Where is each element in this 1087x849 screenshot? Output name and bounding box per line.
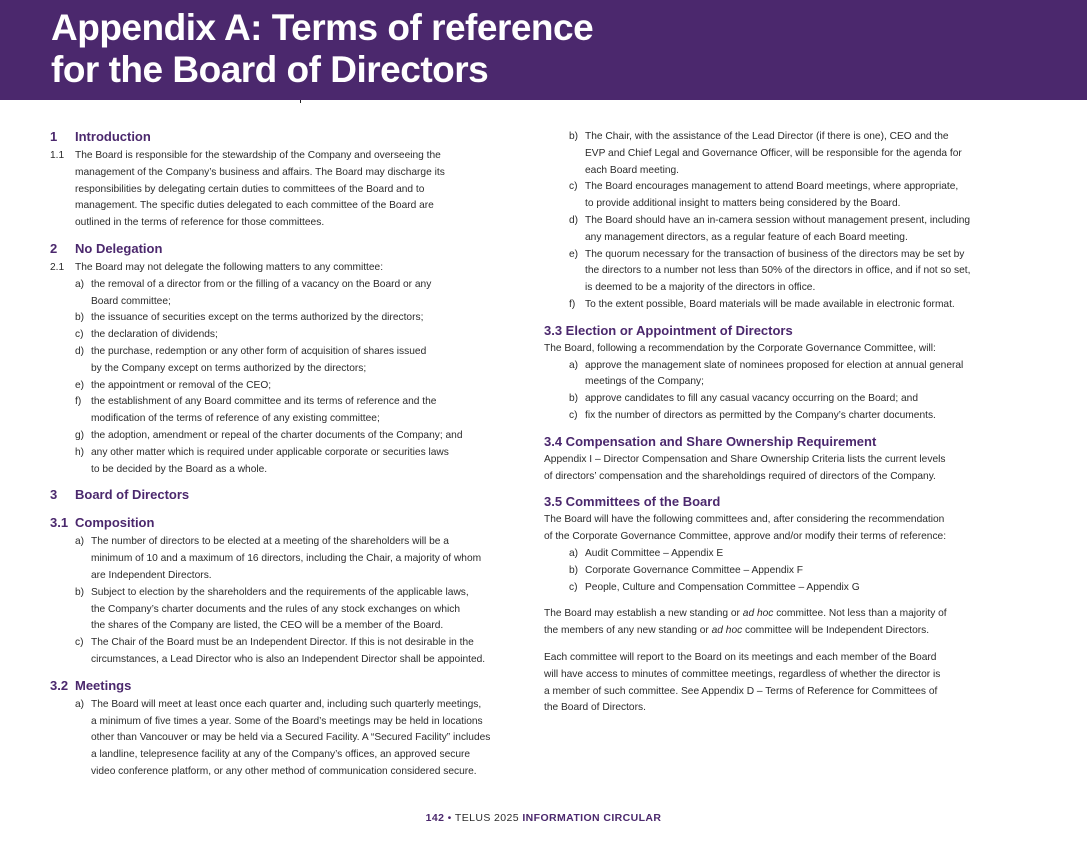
list-marker: c): [569, 581, 578, 593]
list-marker: c): [569, 409, 578, 421]
text-line: modification of the terms of reference of any existing committee;: [91, 413, 380, 425]
section-number: 3.1: [50, 515, 69, 531]
text-line: fix the number of directors as permitted by the Company’s charter documents.: [585, 409, 936, 421]
section-heading-no-delegation: [50, 240, 520, 258]
list-marker: g): [75, 429, 85, 441]
text-line: approve candidates to fill any casual vacancy occurring on the Board; and: [585, 393, 918, 405]
text-line: Appendix I – Director Compensation and Share Ownership Criteria lists the current levels: [544, 453, 946, 465]
list-marker: a): [569, 547, 579, 559]
text-line: will have access to minutes of committee meetings, regardless of whether the director is: [544, 668, 941, 680]
text-line: the appointment or removal of the CEO;: [91, 379, 272, 391]
text-line: the Company’s charter documents and the rules of any stock exchanges on which: [91, 603, 461, 615]
list-marker: a): [75, 698, 85, 710]
text-line: any other matter which is required under applicable corporate or securities laws: [91, 446, 449, 458]
text-line: to be decided by the Board as a whole.: [91, 463, 268, 475]
paragraph-1-1: [50, 148, 520, 232]
list-item: [50, 327, 520, 344]
list-marker: e): [569, 248, 579, 260]
text-line: the removal of a director from or the filling of a vacancy on the Board or any: [91, 278, 432, 290]
text-line: the declaration of dividends;: [91, 329, 218, 341]
text-line: meetings of the Company;: [585, 376, 704, 388]
section-title: Composition: [75, 515, 155, 531]
list-item: [544, 213, 999, 247]
text-line: are Independent Directors.: [91, 569, 212, 581]
text-line: a minimum of five times a year. Some of the Board’s meetings may be held in locations: [91, 715, 483, 727]
left-column: [50, 128, 520, 781]
text-line: the establishment of any Board committee and its terms of reference and the: [91, 396, 437, 408]
list-item: [544, 297, 999, 314]
subsection-heading-election: 3.3 Election or Appointment of Directors: [544, 322, 793, 338]
page-number: 142: [425, 812, 445, 824]
list-marker: a): [569, 359, 579, 371]
text-line: The Chair, with the assistance of the Lead Director (if there is one), CEO and the: [585, 131, 949, 142]
page-title-line-1: Appendix A: Terms of reference: [51, 7, 594, 48]
section-heading-board-of-directors: [50, 486, 520, 504]
text-line: The Chair of the Board must be an Independent Director. If this is not desirable in the: [91, 637, 474, 649]
paragraph-text: The Board may not delegate the following matters to any committee:: [75, 261, 384, 273]
text-line: of the Corporate Governance Committee, approve and/or modify their terms of reference:: [544, 531, 947, 543]
text-line: outlined in the terms of reference for those committees.: [75, 217, 325, 229]
text-line: [544, 623, 999, 640]
list-marker: c): [569, 181, 578, 193]
list-marker: b): [75, 312, 85, 324]
section-heading-introduction: [50, 128, 520, 146]
text-line: any management directors, as a regular feature of each Board meeting.: [585, 231, 908, 243]
page-footer: [0, 812, 1087, 824]
text-line: To the extent possible, Board materials will be made available in electronic format.: [585, 298, 955, 310]
list-item: [50, 394, 520, 428]
footer-document-title: INFORMATION CIRCULAR: [522, 812, 662, 824]
text-line: The Board encourages management to attend Board meetings, where appropriate,: [585, 181, 959, 193]
list-marker: h): [75, 446, 85, 458]
list-marker: b): [569, 393, 579, 405]
text-run-italic: ad hoc: [742, 608, 774, 620]
section-number: 3.2: [50, 677, 69, 693]
list-item: [544, 546, 999, 563]
text-line: the shares of the Company are listed, the CEO will be a member of the Board.: [91, 620, 444, 632]
text-line: [544, 606, 999, 623]
section-title: Board of Directors: [75, 487, 190, 503]
text-line: People, Culture and Compensation Committee – Appendix G: [585, 581, 860, 593]
paragraph-number: 1.1: [50, 150, 65, 161]
text-line: approve the management slate of nominees proposed for election at annual general: [585, 359, 964, 371]
list-item: [50, 585, 520, 635]
list-item: [544, 358, 999, 392]
text-line: circumstances, a Lead Director who is also an Independent Director shall be appointed.: [91, 653, 486, 665]
section-number: 3: [50, 487, 58, 503]
section-title: Introduction: [75, 129, 151, 144]
text-line: the purchase, redemption or any other form of acquisition of shares issued: [91, 345, 427, 357]
subsection-heading-committees: 3.5 Committees of the Board: [544, 494, 721, 510]
paragraph-2-1: [50, 260, 520, 277]
list-marker: f): [569, 298, 576, 310]
list-marker: c): [75, 329, 84, 341]
text-run-italic: ad hoc: [711, 625, 743, 637]
list-item: [50, 428, 520, 445]
text-line: of directors’ compensation and the shareholdings required of directors of the Company.: [544, 470, 936, 482]
list-marker: e): [75, 379, 85, 391]
section-number: 2: [50, 240, 58, 256]
text-run: the members of any new standing or: [544, 625, 712, 637]
list-item: [544, 179, 999, 213]
text-line: the Board of Directors.: [544, 702, 646, 714]
text-line: EVP and Chief Legal and Governance Officer, will be responsible for the agenda for: [585, 147, 962, 159]
list-marker: d): [75, 345, 85, 357]
subsection-heading-meetings: [50, 677, 520, 695]
text-line: to provide additional insight to matters being considered by the Board.: [585, 198, 901, 210]
page-title: [51, 7, 593, 91]
text-line: by the Company except on terms authorized by the directors;: [91, 362, 367, 374]
list-marker: a): [75, 278, 85, 290]
text-run: The Board may establish a new standing or: [544, 608, 743, 620]
text-line: Board committee;: [91, 295, 171, 307]
list-item: [50, 344, 520, 378]
section-title: No Delegation: [75, 240, 163, 256]
text-line: The quorum necessary for the transaction of business of the directors may be set by: [585, 248, 965, 260]
text-line: Corporate Governance Committee – Appendix F: [585, 564, 804, 576]
list-marker: b): [569, 564, 579, 576]
list-item: [50, 378, 520, 395]
list-item: [50, 534, 520, 584]
list-item: [50, 635, 520, 669]
paragraph-text: The Board, following a recommendation by the Corporate Governance Committee, will:: [544, 342, 936, 354]
text-line: management of the Company’s business and affairs. The Board may discharge its: [75, 166, 445, 178]
text-run: committee will be Independent Directors.: [742, 625, 930, 637]
text-line: The Board will have the following committees and, after considering the recommendation: [544, 514, 945, 526]
list-item: [544, 580, 999, 597]
right-column: [544, 129, 999, 717]
text-line: video conference platform, or any other method of communication considered secure.: [91, 765, 477, 777]
subsection-heading-compensation: 3.4 Compensation and Share Ownership Requirement: [544, 433, 877, 449]
text-line: Each committee will report to the Board on its meetings and each member of the Board: [544, 651, 937, 663]
list-item: [544, 563, 999, 580]
subsection-heading-composition: [50, 514, 520, 532]
list-item: [544, 408, 999, 425]
list-item: [50, 697, 520, 781]
text-line: the adoption, amendment or repeal of the charter documents of the Company; and: [91, 429, 463, 441]
section-number: 1: [50, 129, 58, 144]
text-line: other than Vancouver or may be held via a Secured Facility. A “Secured Facility” includes: [91, 732, 491, 744]
text-line: The Board will meet at least once each quarter and, including such quarterly meetings,: [91, 698, 482, 710]
text-line: is deemed to be a majority of the directors in office.: [585, 282, 816, 294]
text-line: The number of directors to be elected at a meeting of the shareholders will be a: [91, 536, 449, 548]
text-line: the issuance of securities except on the terms authorized by the directors;: [91, 312, 424, 324]
title-banner: [0, 0, 1087, 100]
list-item: [50, 310, 520, 327]
list-marker: c): [75, 637, 84, 649]
footer-company: TELUS 2025: [454, 812, 520, 824]
text-line: The Board is responsible for the stewardship of the Company and overseeing the: [75, 150, 441, 161]
list-marker: b): [569, 131, 579, 142]
footer-separator: •: [447, 812, 452, 824]
list-item: [544, 391, 999, 408]
text-line: responsibilities by delegating certain duties to committees of the Board and to: [75, 183, 425, 195]
list-item: [50, 445, 520, 479]
page-title-line-2: for the Board of Directors: [51, 49, 489, 90]
divider-mark: [300, 100, 301, 103]
text-line: the directors to a number not less than 50% of the directors in office, and if not so set,: [585, 265, 971, 277]
text-line: a member of such committee. See Appendix D – Terms of Reference for Committees of: [544, 685, 938, 697]
text-line: each Board meeting.: [585, 164, 680, 176]
list-marker: a): [75, 536, 85, 548]
text-line: Subject to election by the shareholders and the requirements of the applicable laws,: [91, 586, 469, 598]
text-line: The Board should have an in-camera session without management present, including: [585, 214, 971, 226]
list-marker: b): [75, 586, 85, 598]
list-item: [544, 129, 999, 179]
list-item: [544, 247, 999, 297]
section-title: Meetings: [75, 677, 132, 693]
list-item: [50, 277, 520, 311]
paragraph-number: 2.1: [50, 261, 65, 273]
text-line: a landline, telepresence facility at any of the Company’s offices, an approved secure: [91, 749, 471, 761]
paragraph-text: [75, 148, 520, 232]
list-marker: f): [75, 396, 82, 408]
text-line: management. The specific duties delegated to each committee of the Board are: [75, 200, 434, 212]
list-marker: d): [569, 214, 579, 226]
text-line: Audit Committee – Appendix E: [585, 547, 724, 559]
text-run: committee. Not less than a majority of: [773, 608, 947, 620]
text-line: minimum of 10 and a maximum of 16 directors, including the Chair, a majority of whom: [91, 553, 482, 565]
